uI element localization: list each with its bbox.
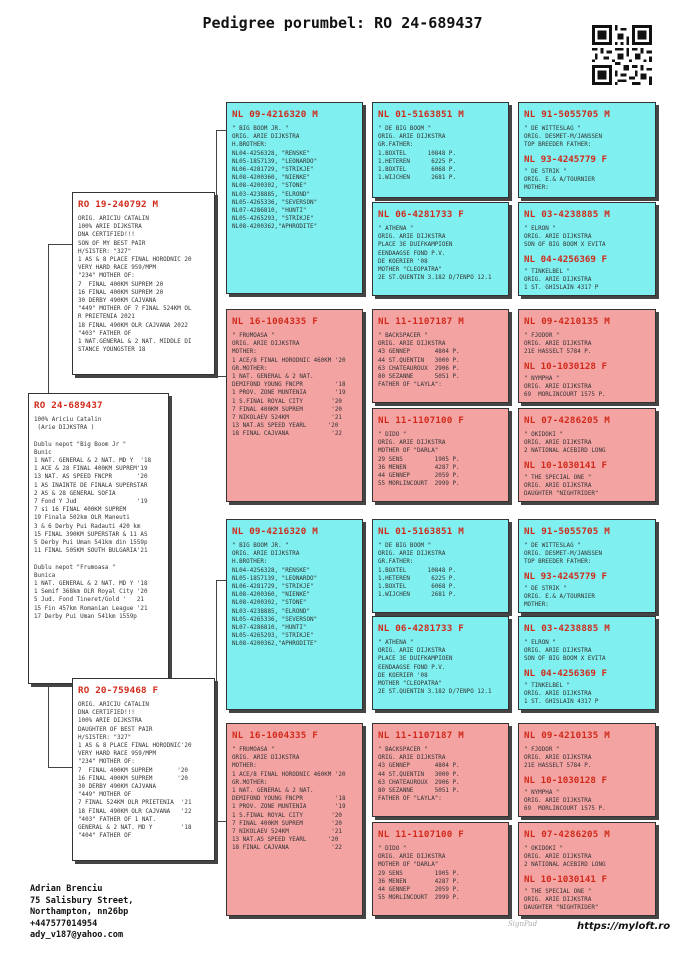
info-line: TOP BREEDER FATHER:	[524, 559, 592, 566]
info-line: ORIG. DESMET-M/JANSSEN	[524, 551, 603, 558]
info-line: 7 NIKOLAEV 524KM '21	[232, 415, 342, 422]
info-line: 1 AS INAINTE DE FINALA SUPERSTAR	[34, 482, 148, 489]
info-line: VERY HARD RACE 959/MPM	[78, 751, 157, 758]
info-line: FATHER OF "LAYLA":	[378, 382, 442, 389]
info-line: ORIG. ARIE DIJKSTRA	[524, 440, 592, 447]
info-line: "449" MOTHER OF	[78, 792, 132, 799]
ring-number: NL 01-5163851 M	[378, 526, 464, 537]
owner-phone: +447577014954	[30, 918, 98, 929]
ring-number: NL 06-4281733 F	[378, 623, 464, 634]
info-line: ORIG. ARIE DIJKSTRA	[524, 234, 592, 241]
ring-number: NL 10-1030128 F	[524, 774, 607, 786]
info-line: " BACKSPACER "	[378, 333, 428, 339]
info-line: 36 MENEN 4287 P.	[378, 464, 460, 471]
info-line: 15 Fin 457km Romanian League '21	[34, 605, 148, 612]
info-line: " ATHENA "	[378, 226, 414, 232]
info-line: 7 NIKOLAEV 524KM '21	[232, 829, 342, 836]
info-line: ORIG. ARIE DIJKSTRA	[378, 440, 446, 447]
info-line: "449" MOTHER OF 7 FINAL 524KM OL	[78, 306, 192, 313]
gen4-pair-card	[518, 822, 656, 916]
info-line: SON OF BIG BOOM X EVITA	[524, 656, 606, 663]
info-line: ORIG. ARIE DIJKSTRA	[232, 341, 300, 348]
great-granddam-card	[372, 408, 509, 502]
info-line: 1 S.FINAL ROYAL CITY '20	[232, 398, 342, 405]
granddam-card	[226, 723, 363, 916]
info-line: " DE WITTESLAG "	[524, 543, 581, 549]
dam-card	[72, 678, 215, 861]
info-line: DAUGHTER "NIGHTRIDER"	[524, 905, 599, 912]
info-line: H.BROTHER:	[232, 142, 268, 149]
info-line: 30 DERBY 490KM CAJVANA	[78, 298, 157, 305]
info-line: 21E HASSELT 5784 P.	[524, 349, 592, 356]
info-line: ORIG. ARIE DIJKSTRA	[524, 383, 592, 390]
info-line: H.BROTHER:	[232, 559, 268, 566]
ring-number: NL 11-1107187 M	[378, 730, 464, 741]
info-line: 16 FINAL 400KM SUPREM '20	[78, 775, 188, 782]
info-line: 7 Fond Y Jud '19	[34, 499, 148, 506]
gen4-pair-card	[518, 616, 656, 710]
ring-number: NL 93-4245779 F	[524, 153, 607, 165]
subject-card	[28, 393, 169, 684]
info-line	[34, 555, 163, 563]
info-line: 1.BOXTEL 10848 P.	[378, 567, 457, 574]
info-line: GENERAL & 2 NAT. MD Y '18	[78, 825, 192, 832]
info-line: 29 SENS 1905 P.	[378, 456, 460, 463]
info-line: R PRIETENIA 2021	[78, 314, 135, 321]
info-line: " OKIDOKI "	[524, 432, 564, 438]
info-line: " ELRON "	[524, 226, 556, 232]
connector-line	[48, 244, 73, 395]
ring-number: NL 09-4210135 M	[524, 730, 610, 741]
info-line: 1 ACE & 28 FINAL 400KM SUPREM'19	[34, 466, 148, 473]
info-line: ORIG. ARIE DIJKSTRA	[232, 755, 300, 762]
info-line: " DE WITTESLAG "	[524, 126, 581, 132]
info-line: " ELRON "	[524, 640, 556, 646]
info-line: "403" FATHER OF 1 NAT.	[78, 816, 157, 823]
qr-code-icon	[592, 25, 652, 85]
info-line: DNA CERTIFIED!!!	[78, 710, 135, 717]
info-line: 21E HASSELT 5784 P.	[524, 763, 592, 770]
info-line: MOTHER:	[232, 349, 257, 356]
connector-line	[48, 683, 73, 768]
info-line: 15 FINAL 390KM SUPERSTAR & 11 AS	[34, 531, 148, 538]
info-line: ORIG. ARIE DIJKSTRA	[378, 755, 446, 762]
info-line: 100% ARIE DIJKSTRA	[78, 718, 142, 725]
info-line: 100% ARIE DIJKSTRA	[78, 224, 142, 231]
info-line: Bunica	[34, 572, 56, 579]
info-line: NL07-4286810, "HUNTI"	[232, 625, 307, 632]
info-line: " THE SPECIAL ONE "	[524, 888, 592, 895]
ring-number: NL 09-4216320 M	[232, 109, 318, 120]
info-line: Bunic	[34, 449, 52, 456]
website-link[interactable]: https://myloft.ro	[577, 921, 671, 932]
info-line: 16 FINAL 400KM SUPREM 20	[78, 289, 164, 296]
info-line: MOTHER "CLEOPATRA"	[378, 681, 442, 688]
info-line: 17 Derby Pui Uman 541km 1559p	[34, 613, 137, 620]
great-grandsire-card	[372, 519, 509, 613]
granddam-card	[226, 309, 363, 502]
info-line: 19 Finala 502km OLR Maneuti	[34, 515, 130, 522]
info-line: DNA CERTIFIED!!!	[78, 232, 135, 239]
info-line: " FJODOR "	[524, 747, 560, 753]
info-line: 44 GENNEP 2059 P.	[378, 887, 460, 894]
info-line: 1 NAT. GENERAL & 2 NAT. MD Y '18	[34, 581, 148, 588]
info-line: 2 NATIONAL ACEBIRD LONG	[524, 862, 606, 869]
info-line: MOTHER "CLEOPATRA"	[378, 267, 442, 274]
info-line: ORIG. ARICIU CATALIN	[78, 702, 149, 708]
info-line: 63 CHATEAUROUX 2906 P.	[378, 365, 460, 372]
info-line: 7 si 16 FINAL 400KM SUPREM	[34, 507, 127, 514]
info-line: " DE STRIK "	[524, 168, 567, 175]
grandsire-card	[226, 519, 363, 710]
info-line: 80 SEZANNE 5051 P.	[378, 374, 460, 381]
info-line: NL08-4200360, "NIENKE"	[232, 592, 311, 599]
info-line: " NYMPHA "	[524, 789, 560, 796]
info-line: " DE BIG BOOM "	[378, 126, 432, 132]
info-line: GR.FATHER:	[378, 142, 414, 149]
info-line: " FRUMOASA "	[232, 747, 275, 753]
info-line: NL03-4238885, "ELROND"	[232, 191, 311, 198]
info-line: DE KOERIER '08	[378, 672, 428, 679]
ring-number: NL 07-4286205 M	[524, 415, 610, 426]
info-line: MOTHER:	[524, 185, 549, 192]
info-line: 43 GENNEP 4804 P.	[378, 763, 460, 770]
info-line: 44 GENNEP 2059 P.	[378, 473, 460, 480]
info-line: SON OF MY BEST PAIR	[78, 240, 146, 247]
great-grandsire-card	[372, 102, 509, 198]
info-line: NL03-4238885, "ELROND"	[232, 608, 311, 615]
info-line: ORIG. ARIE DIJKSTRA	[378, 341, 446, 348]
info-line: 7 FINAL 400KM SUPREM 20	[78, 281, 164, 288]
sire-card	[72, 192, 215, 375]
info-line: MOTHER OF "DARLA"	[378, 448, 439, 455]
info-line: "403" FATHER OF	[78, 330, 132, 337]
info-line: " DE STRIK "	[524, 585, 567, 592]
info-line: "234" MOTHER OF:	[78, 759, 135, 766]
info-line: 1.BOXTEL 10848 P.	[378, 150, 457, 157]
info-line: ORIG. ARIE DIJKSTRA	[524, 896, 592, 903]
info-line: " THE SPECIAL ONE "	[524, 474, 592, 481]
info-line: " NYMPHA "	[524, 375, 560, 382]
info-line: 18 FINAL CAJVANA '22	[232, 431, 342, 438]
ring-number: RO 24-689437	[34, 400, 103, 411]
ring-number: NL 11-1107100 F	[378, 829, 464, 840]
info-line: ORIG. ARIE DIJKSTRA	[524, 482, 592, 489]
info-line: 18 FINAL CAJVANA '22	[232, 845, 342, 852]
info-line: DAUGHTER "NIGHTRIDER"	[524, 491, 599, 498]
ring-number: NL 11-1107100 F	[378, 415, 464, 426]
info-line: VERY HARD RACE 959/MPM	[78, 265, 157, 272]
ring-number: NL 10-1030141 F	[524, 873, 607, 885]
info-line: GR.MOTHER:	[232, 365, 268, 372]
ring-number: NL 03-4238885 M	[524, 623, 610, 634]
ring-number: NL 09-4210135 M	[524, 316, 610, 327]
info-line: 5 Derby Pui Uman 541km din 1559p	[34, 540, 148, 547]
info-line: " FRUMOASA "	[232, 333, 275, 339]
ring-number: NL 01-5163851 M	[378, 109, 464, 120]
great-granddam-card	[372, 822, 509, 916]
info-line: 1 PROV. ZONE MUNTENIA '19	[232, 390, 346, 397]
gen4-pair-card	[518, 102, 656, 198]
info-line: 30 DERBY 490KM CAJVANA	[78, 784, 157, 791]
info-line: DE KOERIER '08	[378, 258, 428, 265]
info-line: 3 & 6 Derby Pui Radauti 420 km	[34, 523, 141, 530]
info-line: 80 SEZANNE 5051 P.	[378, 788, 460, 795]
gen4-pair-card	[518, 519, 656, 613]
info-line: 69 MORLINCOURT 1575 P.	[524, 392, 606, 399]
info-line: 1.HETEREN 6225 P.	[378, 575, 457, 582]
info-line: 1.BOXTEL 6068 P.	[378, 167, 457, 174]
info-line: 69 MORLINCOURT 1575 P.	[524, 806, 606, 813]
info-line: DEMIFOND YOUNG FNCPR '18	[232, 796, 346, 803]
info-line: 2E ST.QUENTIN 3.182 D/7ENPO 12.1	[378, 275, 492, 282]
info-line: "234" MOTHER OF:	[78, 273, 135, 280]
info-line: PLACE 3E DUIFKAMPIOEN	[378, 656, 453, 663]
ring-number: NL 03-4238885 M	[524, 209, 610, 220]
info-line: 43 GENNEP 4804 P.	[378, 349, 460, 356]
ring-number: NL 11-1107187 M	[378, 316, 464, 327]
info-line: 11 FINAL 505KM SOUTH BULGARIA'21	[34, 548, 148, 555]
info-line: NL08-4200362,"APHRODITE"	[232, 224, 318, 231]
ring-number: NL 10-1030141 F	[524, 459, 607, 471]
owner-name: Adrian Brenciu	[30, 884, 103, 894]
info-line: 1 NAT. GENERAL & 2 NAT.	[232, 788, 314, 795]
owner-city: Northampton, nn26bp	[30, 907, 129, 917]
info-line: H/SISTER: "327"	[78, 248, 132, 255]
ring-number: NL 09-4216320 M	[232, 526, 318, 537]
info-line: Dublu nepot "Frumoasa "	[34, 564, 116, 571]
info-line: " BIG BOOM JR. "	[232, 126, 289, 132]
info-line: 1 NAT. GENERAL & 2 NAT. MD Y '18	[34, 458, 152, 465]
info-line: ORIG. DESMET-M/JANSSEN	[524, 134, 603, 141]
info-line: ORIG. ARIE DIJKSTRA	[378, 648, 446, 655]
info-line: "404" FATHER OF	[78, 833, 132, 840]
info-line: SON OF BIG BOOM X EVITA	[524, 242, 606, 249]
info-line: NL05-4265336, "SEVERSON"	[232, 199, 318, 206]
info-line: 1.WIJCHEN 2681 P.	[378, 175, 457, 182]
info-line: NL04-4256328, "RENSKE"	[232, 150, 311, 157]
info-line: ORIG. ARICIU CATALIN	[78, 216, 149, 222]
gen4-pair-card	[518, 723, 656, 817]
info-line: ORIG. ARIE DIJKSTRA	[378, 854, 446, 861]
info-line: 29 SENS 1905 P.	[378, 870, 460, 877]
info-line: 44 ST.QUENTIN 3000 P.	[378, 357, 460, 364]
info-line: 7 FINAL 524KM OLR PRIETENIA '21	[78, 800, 192, 807]
info-line: 1 PROV. ZONE MUNTENIA '19	[232, 804, 346, 811]
info-line: 13 NAT.AS SPEED YEARL '20	[232, 837, 339, 844]
ring-number: NL 04-4256369 F	[524, 667, 607, 679]
info-line: ORIG. ARIE DIJKSTRA	[524, 690, 592, 697]
info-line: 1 AS & 8 PLACE FINAL HORODNIC 20	[78, 257, 192, 264]
info-line: 55 MORLINCOURT 2999 P.	[378, 895, 460, 902]
info-line	[34, 432, 163, 440]
info-line: NL08-4200302, "STONE"	[232, 183, 307, 190]
info-line: NL05-4265293, "STRIKJE"	[232, 216, 314, 223]
info-line: NL07-4286810, "HUNTI"	[232, 208, 307, 215]
info-line: 1 ST. GHISLAIN 4317 P	[524, 699, 599, 706]
info-line: ORIG. ARIE DIJKSTRA	[524, 854, 592, 861]
info-line: 1.BOXTEL 6068 P.	[378, 584, 457, 591]
info-line: 2E ST.QUENTIN 3.182 D/7ENPO 12.1	[378, 689, 492, 696]
info-line: Dublu nepot "Big Boom Jr "	[34, 441, 127, 448]
info-line: 1 NAT. GENERAL & 2 NAT.	[232, 374, 314, 381]
info-line: MOTHER:	[232, 763, 257, 770]
info-line: MOTHER OF "DARLA"	[378, 862, 439, 869]
info-line: H/SISTER: "327"	[78, 734, 132, 741]
info-line: " BACKSPACER "	[378, 747, 428, 753]
info-line: NL08-4200362,"APHRODITE"	[232, 641, 318, 648]
info-line: (Arie DIJKSTRA )	[34, 425, 95, 432]
info-line: " OKIDOKI "	[524, 846, 564, 852]
info-line: 1 ACE/8 FINAL HORODNIC 460KM '20	[232, 357, 346, 364]
info-line: 1 NAT.GENERAL & 2 NAT. MIDDLE DI	[78, 339, 192, 346]
ring-number: NL 91-5055705 M	[524, 526, 610, 537]
info-line: NL08-4200360, "NIENKE"	[232, 175, 311, 182]
info-line: " TINKELBEL "	[524, 682, 571, 689]
info-line: NL05-4265293, "STRIKJE"	[232, 633, 314, 640]
info-line: MOTHER:	[524, 602, 549, 609]
info-line: ORIG. ARIE DIJKSTRA	[232, 134, 300, 141]
info-line: " FJODOR "	[524, 333, 560, 339]
info-line: 1 ST. GHISLAIN 4317 P	[524, 285, 599, 292]
info-line: TOP BREEDER FATHER:	[524, 142, 592, 149]
info-line: 18 FINAL 490KM OLR CAJVANA 2022	[78, 322, 188, 329]
grandsire-card	[226, 102, 363, 294]
info-line: 2 AS & 28 GENERAL SOFIA	[34, 490, 116, 497]
ring-number: RO 20-759468 F	[78, 685, 159, 696]
great-grandsire-card	[372, 309, 509, 403]
info-line: EENDAAGSE FOND P.V.	[378, 664, 446, 671]
info-line: " DE BIG BOOM "	[378, 543, 432, 549]
info-line: PLACE 3E DUIFKAMPIOEN	[378, 242, 453, 249]
info-line: NL05-1857139, "LEONARDO"	[232, 158, 318, 165]
info-line: 1.WIJCHEN 2681 P.	[378, 592, 457, 599]
page-title: Pedigree porumbel: RO 24-689437	[202, 14, 483, 32]
owner-contact	[30, 884, 133, 942]
owner-email: ady_v187@yahoo.com	[30, 930, 124, 940]
info-line: ORIG. ARIE DIJKSTRA	[524, 755, 592, 762]
info-line: FATHER OF "LAYLA":	[378, 796, 442, 803]
info-line: 63 CHATEAUROUX 2906 P.	[378, 779, 460, 786]
info-line: " TINKELBEL "	[524, 268, 571, 275]
ring-number: NL 16-1004335 F	[232, 316, 318, 327]
info-line: 1 S.FINAL ROYAL CITY '20	[232, 812, 342, 819]
info-line: GR.FATHER:	[378, 559, 414, 566]
ring-number: NL 06-4281733 F	[378, 209, 464, 220]
ring-number: NL 91-5055705 M	[524, 109, 610, 120]
info-line: EENDAAGSE FOND P.V.	[378, 250, 446, 257]
signature-watermark: SignPad	[508, 920, 538, 928]
info-line: ORIG. ARIE DIJKSTRA	[232, 551, 300, 558]
info-line: 100% Ariciu Catalin	[34, 417, 102, 423]
info-line: " DIDO "	[378, 846, 407, 852]
info-line: 7 FINAL 400KM SUPREM '20	[232, 820, 342, 827]
ring-number: NL 93-4245779 F	[524, 570, 607, 582]
great-granddam-card	[372, 616, 509, 710]
info-line: " ATHENA "	[378, 640, 414, 646]
info-line: DAUGHTER OF BEST PAIR	[78, 726, 153, 733]
info-line: ORIG. ARIE DIJKSTRA	[524, 648, 592, 655]
info-line: ORIG. E.& A/TOURNIER	[524, 176, 595, 183]
info-line: ORIG. ARIE DIJKSTRA	[378, 134, 446, 141]
info-line: 55 MORLINCOURT 2999 P.	[378, 481, 460, 488]
great-grandsire-card	[372, 723, 509, 817]
info-line: NL05-4265336, "SEVERSON"	[232, 616, 318, 623]
gen4-pair-card	[518, 309, 656, 403]
info-line: STANCE YOUNGSTER 18	[78, 347, 146, 354]
info-line: ORIG. ARIE DIJKSTRA	[524, 341, 592, 348]
info-line: 1 AS & 8 PLACE FINAL HORODNIC'20	[78, 743, 192, 750]
gen4-pair-card	[518, 408, 656, 502]
info-line: ORIG. ARIE DIJKSTRA	[378, 234, 446, 241]
info-line: ORIG. ARIE DIJKSTRA	[524, 797, 592, 804]
great-granddam-card	[372, 202, 509, 296]
info-line: 13 NAT.AS SPEED YEARL '20	[232, 423, 339, 430]
ring-number: NL 16-1004335 F	[232, 730, 318, 741]
info-line: NL06-4281729, "STRIKJE"	[232, 167, 314, 174]
info-line: NL08-4200302, "STONE"	[232, 600, 307, 607]
ring-number: NL 10-1030128 F	[524, 360, 607, 372]
owner-address: 75 Salisbury Street,	[30, 895, 134, 906]
ring-number: NL 07-4286205 M	[524, 829, 610, 840]
info-line: 1 Semif 368km OLR Royal City '20	[34, 589, 148, 596]
info-line: NL05-1857139, "LEONARDO"	[232, 575, 318, 582]
info-line: 2 NATIONAL ACEBIRD LONG	[524, 448, 606, 455]
info-line: " BIG BOOM JR. "	[232, 543, 289, 549]
gen4-pair-card	[518, 202, 656, 296]
info-line: ORIG. E.& A/TOURNIER	[524, 593, 595, 600]
info-line: 13 NAT. AS SPEED FNCPR '20	[34, 474, 148, 481]
info-line: NL04-4256328, "RENSKE"	[232, 567, 311, 574]
info-line: ORIG. ARIE DIJKSTRA	[524, 276, 592, 283]
info-line: 7 FINAL 400KM SUPREM '20	[78, 767, 188, 774]
info-line: 44 ST.QUENTIN 3000 P.	[378, 771, 460, 778]
info-line: 5 Jud. Fond Tineret/Gold ' 21	[34, 597, 144, 604]
info-line: 18 FINAL 490KM OLR CAJVANA '22	[78, 808, 192, 815]
info-line: ORIG. ARIE DIJKSTRA	[378, 551, 446, 558]
info-line: NL06-4281729, "STRIKJE"	[232, 584, 314, 591]
info-line: 1.HETEREN 6225 P.	[378, 158, 457, 165]
info-line: GR.MOTHER:	[232, 779, 268, 786]
info-line: 1 ACE/8 FINAL HORODNIC 460KM '20	[232, 771, 346, 778]
ring-number: NL 04-4256369 F	[524, 253, 607, 265]
ring-number: RO 19-240792 M	[78, 199, 159, 210]
info-line: DEMIFOND YOUNG FNCPR '18	[232, 382, 346, 389]
info-line: " DIDO "	[378, 432, 407, 438]
info-line: 36 MENEN 4287 P.	[378, 878, 460, 885]
info-line: 7 FINAL 400KM SUPREM '20	[232, 406, 342, 413]
